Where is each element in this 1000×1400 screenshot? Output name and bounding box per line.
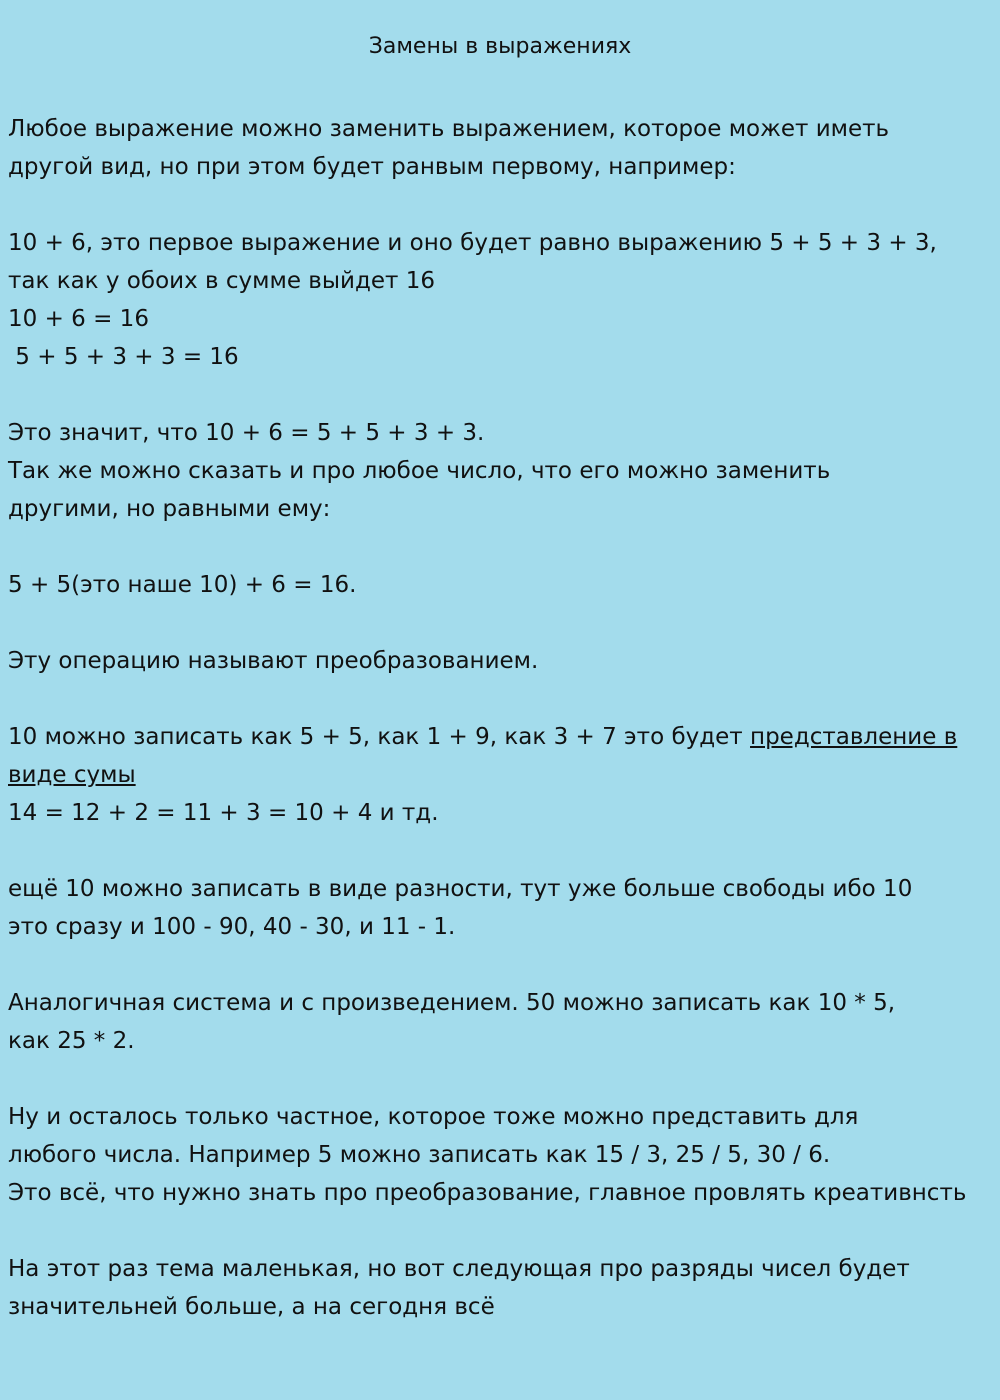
- blank-line: [8, 1060, 1000, 1098]
- text-line: 5 + 5(это наше 10) + 6 = 16.: [8, 572, 357, 598]
- text-line: Так же можно сказать и про любое число, что его можно заменить: [8, 458, 831, 484]
- blank-line: [8, 680, 1000, 718]
- text-line: Эту операцию называют преобразованием.: [8, 648, 539, 674]
- text-line: Это значит, что 10 + 6 = 5 + 5 + 3 + 3.: [8, 420, 485, 446]
- blank-line: [8, 186, 1000, 224]
- text-line: Любое выражение можно заменить выражением, которое может иметь: [8, 116, 890, 142]
- text-line: Ну и осталось только частное, которое тоже можно представить для: [8, 1104, 859, 1130]
- text-line: На этот раз тема маленькая, но вот следующая про разряды чисел будет: [8, 1256, 910, 1282]
- blank-line: [8, 946, 1000, 984]
- text-line: значительней больше, а на сегодня всё: [8, 1294, 495, 1320]
- text-segment: 10 можно записать как 5 + 5, как 1 + 9, как 3 + 7 это будет: [8, 724, 751, 750]
- page-title: Замены в выражениях: [368, 34, 632, 59]
- underlined-term: представление в: [750, 724, 958, 750]
- blank-line: [8, 528, 1000, 566]
- text-line: другими, но равными ему:: [8, 496, 331, 522]
- text-line: это сразу и 100 - 90, 40 - 30, и 11 - 1.: [8, 914, 456, 940]
- blank-line: [8, 832, 1000, 870]
- blank-line: [8, 604, 1000, 642]
- text-line: [8, 718, 1000, 756]
- blank-line: [8, 1212, 1000, 1250]
- blank-line: [8, 376, 1000, 414]
- underlined-term: виде сумы: [8, 762, 136, 788]
- text-line: 10 + 6 = 16: [8, 306, 149, 332]
- text-line: так как у обоих в сумме выйдет 16: [8, 268, 435, 294]
- text-line: ещё 10 можно записать в виде разности, тут уже больше свободы ибо 10: [8, 876, 913, 902]
- text-line: другой вид, но при этом будет ранвым первому, например:: [8, 154, 736, 180]
- text-line: 10 + 6, это первое выражение и оно будет равно выражению 5 + 5 + 3 + 3,: [8, 230, 937, 256]
- text-line: 5 + 5 + 3 + 3 = 16: [8, 344, 239, 370]
- text-line: любого числа. Например 5 можно записать как 15 / 3, 25 / 5, 30 / 6.: [8, 1142, 831, 1168]
- text-line: как 25 * 2.: [8, 1028, 135, 1054]
- text-line: [8, 756, 1000, 794]
- text-line: Это всё, что нужно знать про преобразование, главное провлять креативнсть: [8, 1180, 967, 1206]
- text-line: Аналогичная система и с произведением. 50 можно записать как 10 * 5,: [8, 990, 896, 1016]
- text-line: 14 = 12 + 2 = 11 + 3 = 10 + 4 и тд.: [8, 800, 439, 826]
